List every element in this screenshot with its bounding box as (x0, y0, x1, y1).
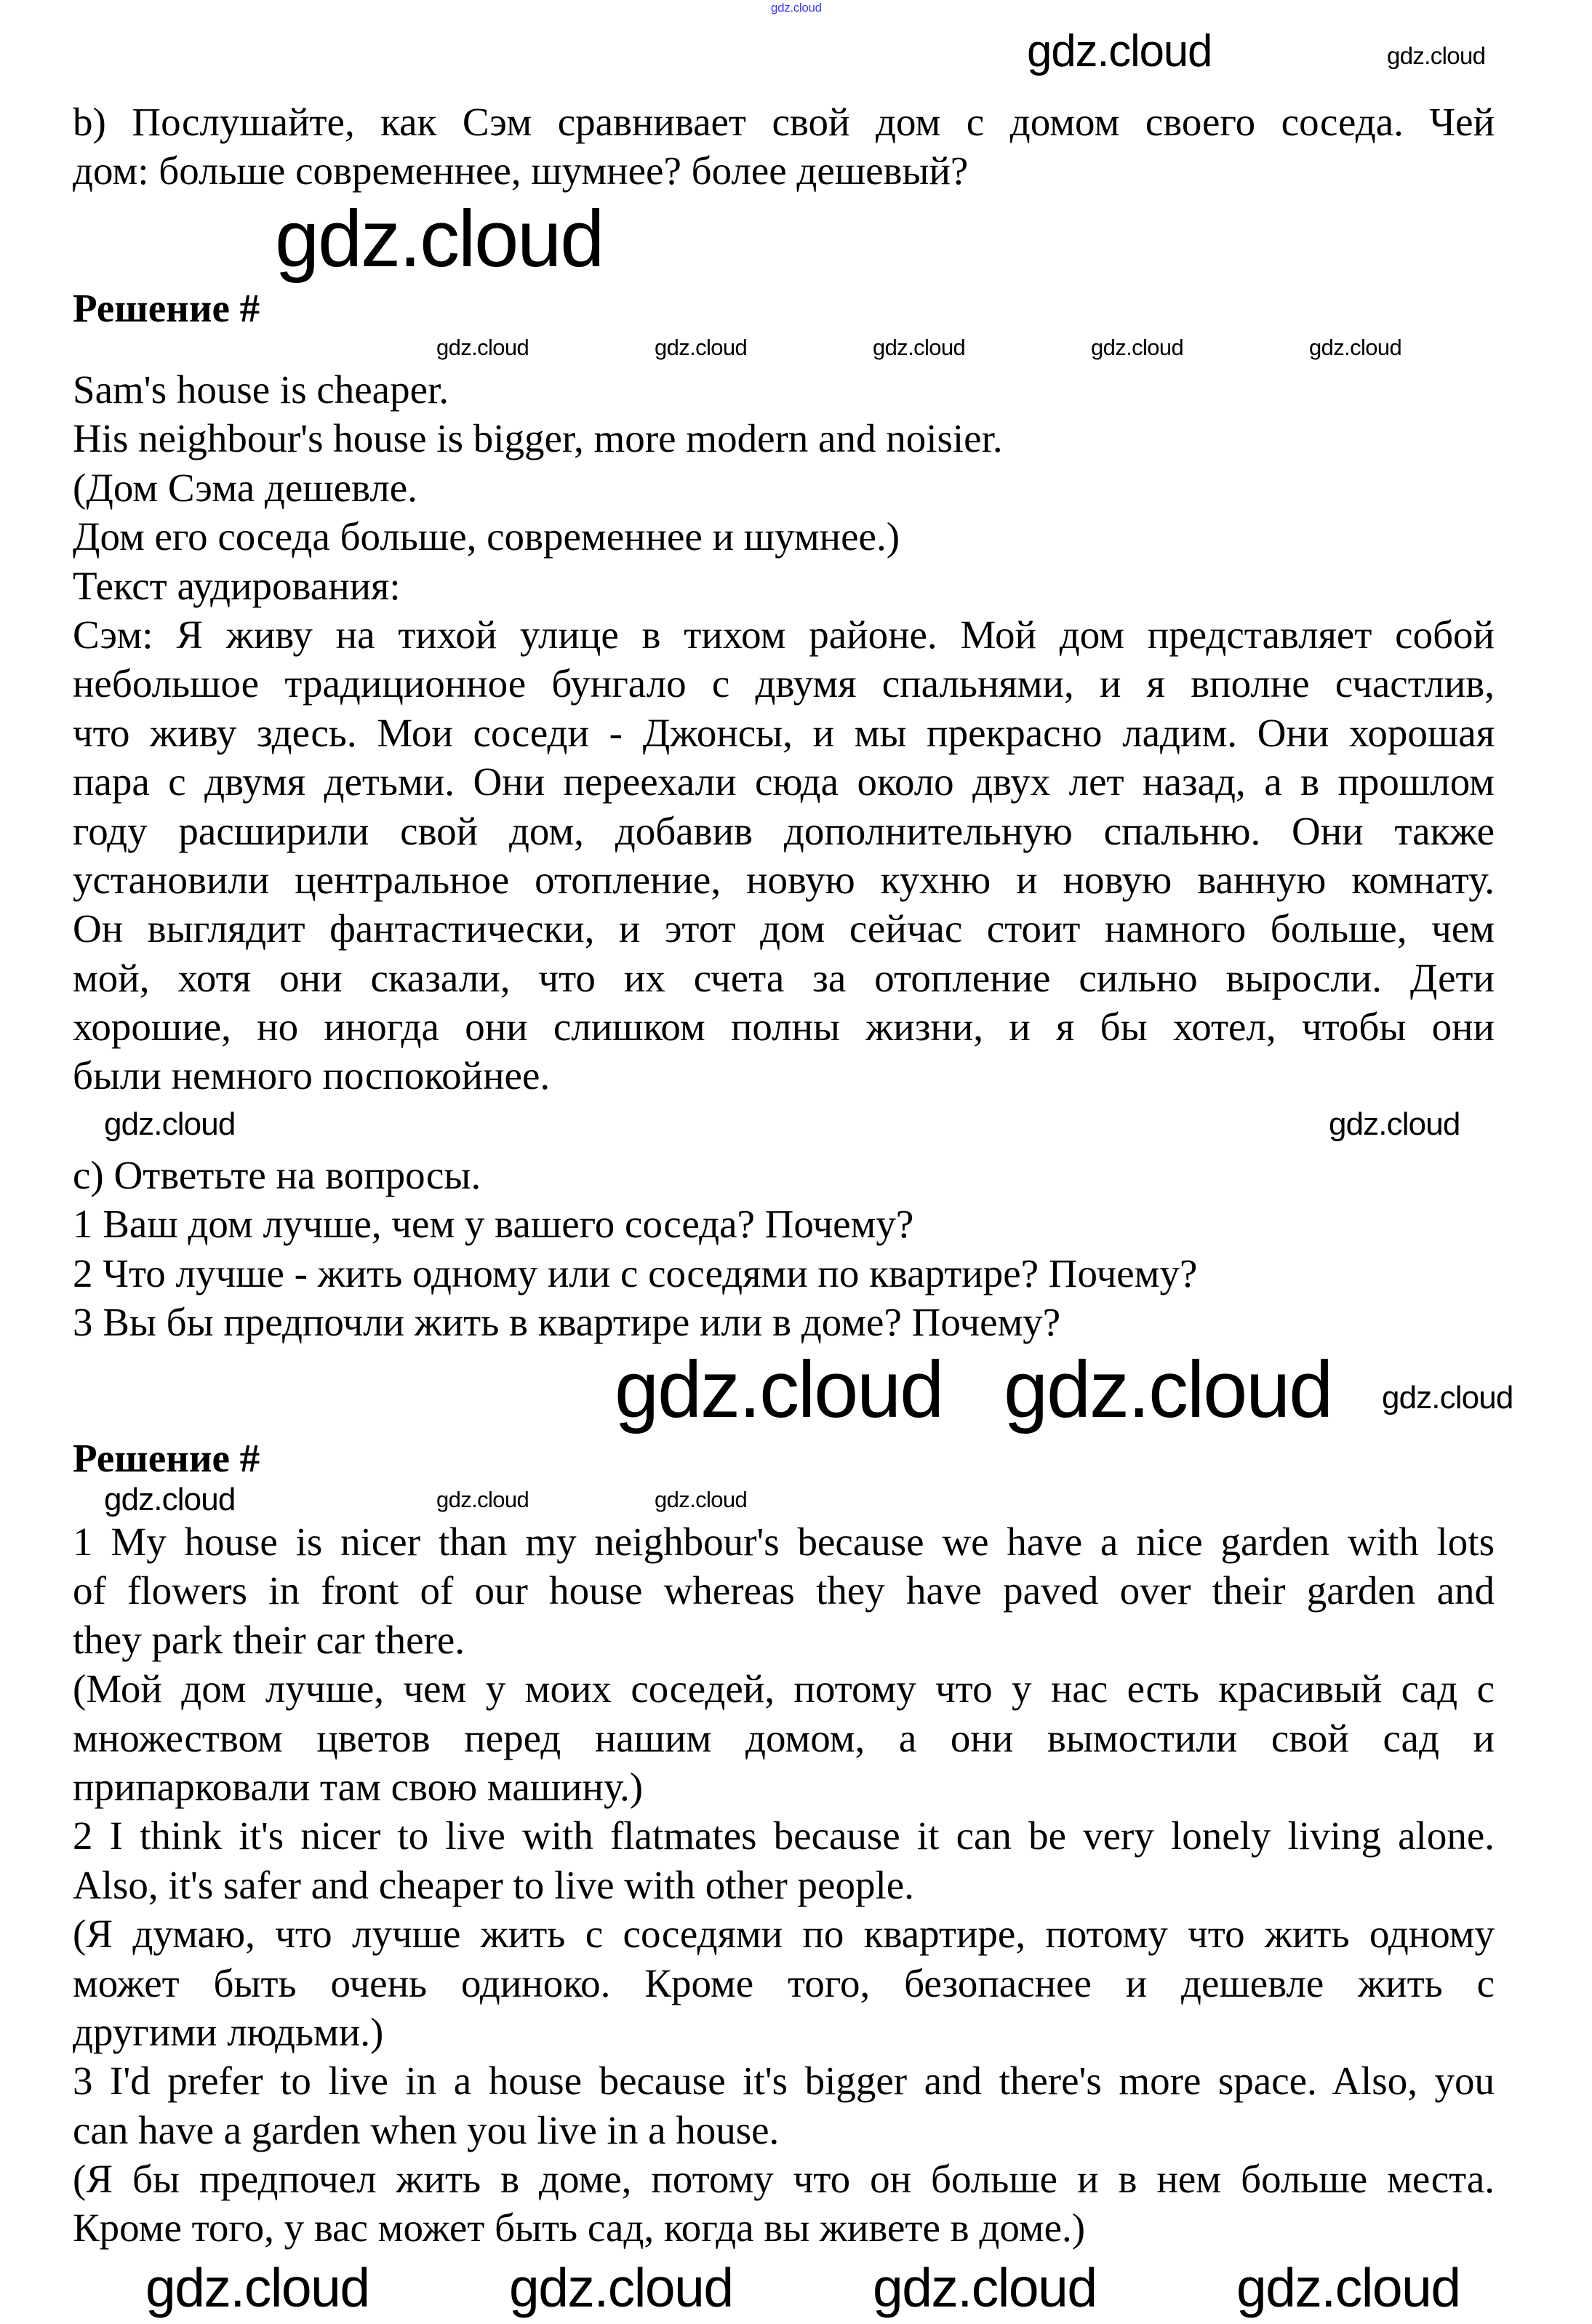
text-line: c) Ответьте на вопросы. (73, 1153, 481, 1197)
watermark: gdz.cloud (104, 1106, 236, 1142)
text-line: может быть очень одиноко. Кроме того, безопаснее и дешевле жить с (73, 1960, 1495, 2005)
text-line: году расширили свой дом, добавив дополнительную спальню. Они также (73, 808, 1495, 853)
watermark: gdz.cloud (1091, 335, 1184, 360)
text-line: (Я думаю, что лучше жить с соседями по квартире, потому что жить одному (73, 1912, 1495, 1957)
solution-2-text (73, 1517, 1495, 2253)
watermark: gdz.cloud (873, 335, 966, 360)
text-line: b) Послушайте, как Сэм сравнивает свой дом с домом своего соседа. Чей (73, 100, 1495, 144)
watermark: gdz.cloud (873, 2257, 1097, 2318)
watermark: gdz.cloud (509, 2257, 733, 2318)
watermark: gdz.cloud (655, 1487, 748, 1512)
watermark: gdz.cloud (1329, 1106, 1460, 1142)
text-line: Он выглядит фантастически, и этот дом сейчас стоит намного больше, чем (73, 906, 1495, 951)
watermark: gdz.cloud (615, 1345, 943, 1434)
text-line: были немного поспокойнее. (73, 1053, 551, 1098)
text-line: припарковали там свою машину.) (73, 1764, 644, 1809)
watermark: gdz.cloud (1004, 1345, 1332, 1434)
task-c (73, 1151, 1495, 1347)
text-line: (Дом Сэма дешевле. (73, 465, 417, 510)
text-line: что живу здесь. Мои соседи - Джонсы, и мы прекрасно ладим. Они хорошая (73, 710, 1495, 755)
text-line: 3 Вы бы предпочли жить в квартире или в доме? Почему? (73, 1300, 1061, 1345)
text-line: Also, it's safer and cheaper to live with other people. (73, 1862, 914, 1907)
text-line: мой, хотя они сказали, что их счета за отопление сильно выросли. Дети (73, 955, 1495, 1000)
watermark: gdz.cloud (275, 194, 604, 284)
text-line: небольшое традиционное бунгало с двумя спальнями, и я вполне счастлив, (73, 661, 1495, 706)
text-line: установили центральное отопление, новую кухню и новую ванную комнату. (73, 857, 1495, 902)
watermark: gdz.cloud (1027, 26, 1212, 76)
text-line: 1 Ваш дом лучше, чем у вашего соседа? Почему? (73, 1202, 914, 1247)
watermark: gdz.cloud (1382, 1380, 1513, 1415)
text-line: 2 I think it's nicer to live with flatmates because it can be very lonely living alone. (73, 1813, 1495, 1858)
text-line: Сэм: Я живу на тихой улице в тихом районе. Мой дом представляет собой (73, 612, 1495, 657)
watermark: gdz.cloud (436, 335, 529, 360)
text-line: 1 My house is nicer than my neighbour's because we have a nice garden with lots (73, 1520, 1495, 1564)
task-b (73, 97, 1495, 196)
solution-1-heading: Решение # (73, 286, 260, 330)
text-line: of flowers in front of our house whereas they have paved over their garden and (73, 1568, 1495, 1613)
text-line: (Я бы предпочел жить в доме, потому что он больше и в нем больше места. (73, 2157, 1495, 2202)
text-line: Кроме того, у вас может быть сад, когда вы живете в доме.) (73, 2205, 1086, 2251)
text-line: His neighbour's house is bigger, more modern and noisier. (73, 416, 1003, 461)
text-line: can have a garden when you live in a house. (73, 2107, 780, 2152)
text-line: Sam's house is cheaper. (73, 367, 449, 412)
text-line: множеством цветов перед нашим домом, а они вымостили свой сад и (73, 1715, 1495, 1760)
solution-2-heading: Решение # (73, 1436, 260, 1480)
watermark: gdz.cloud (1236, 2257, 1460, 2318)
watermark: gdz.cloud (104, 1482, 236, 1517)
text-line: 3 I'd prefer to live in a house because it's bigger and there's more space. Also, you (73, 2059, 1495, 2104)
text-line: хорошие, но иногда они слишком полны жизни, и я бы хотел, чтобы они (73, 1005, 1495, 1050)
watermark: gdz.cloud (1309, 335, 1402, 360)
watermark: gdz.cloud (436, 1487, 529, 1512)
text-line: Дом его соседа больше, современнее и шумнее.) (73, 514, 900, 559)
text-line: пара с двумя детьми. Они переехали сюда около двух лет назад, а в прошлом (73, 759, 1495, 804)
text-line: 2 Что лучше - жить одному или с соседями по квартире? Почему? (73, 1250, 1198, 1295)
solution-1-text (73, 365, 1495, 1101)
text-line: they park their car there. (73, 1617, 465, 1662)
text-line: (Мой дом лучше, чем у моих соседей, потому что у нас есть красивый сад с (73, 1666, 1495, 1712)
text-line: дом: больше современнее, шумнее? более дешевый? (73, 148, 969, 193)
watermark: gdz.cloud (145, 2257, 369, 2318)
text-line: другими людьми.) (73, 2009, 384, 2054)
text-line: Текст аудирования: (73, 563, 401, 608)
watermark: gdz.cloud (655, 335, 748, 360)
watermark: gdz.cloud (1387, 42, 1486, 69)
watermark: gdz.cloud (771, 1, 822, 15)
